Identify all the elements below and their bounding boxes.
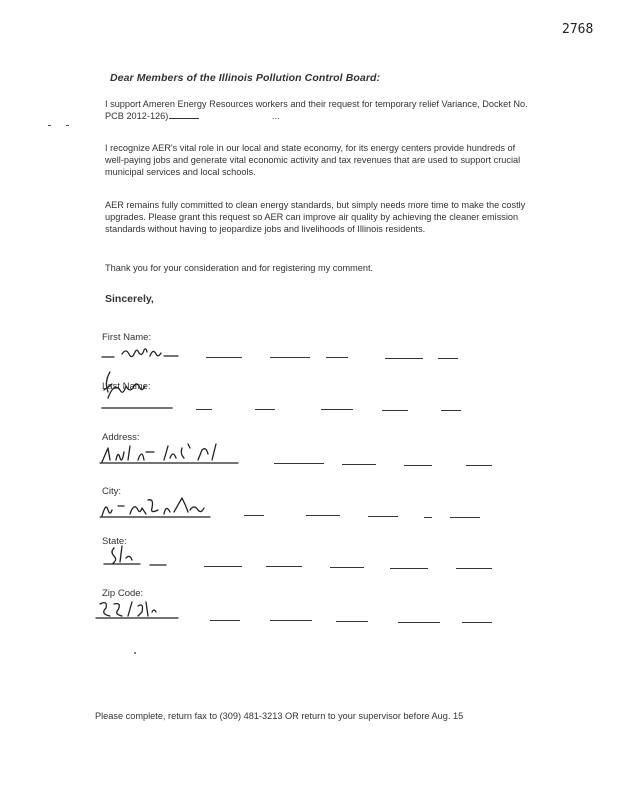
- paragraph-support-tail: ...: [271, 111, 280, 122]
- city-line-5: [450, 517, 480, 518]
- state-label: State:: [102, 536, 127, 547]
- last-name-line-1: [196, 409, 212, 410]
- paragraph-thanks: Thank you for your consideration and for registering my comment.: [105, 263, 374, 273]
- paragraph-support-text: I support Ameren Energy Resources workers and their request for temporary relief Variance, Docket No. PCB 2012-126): [105, 99, 528, 122]
- zip-code-line-2: [270, 620, 312, 621]
- last-name-line-5: [441, 410, 461, 411]
- city-handwriting: [98, 492, 218, 520]
- page-number: 2768: [562, 22, 594, 37]
- first-name-label: First Name:: [102, 332, 152, 343]
- margin-tick-left: [48, 125, 51, 126]
- state-line-1: [204, 566, 242, 567]
- city-line-3: [368, 516, 398, 517]
- salutation: Dear Members of the Illinois Pollution Control Board:: [110, 72, 381, 84]
- state-line-4: [390, 568, 428, 569]
- last-name-line-2: [255, 409, 275, 410]
- city-line-2: [306, 515, 340, 516]
- state-line-5: [456, 568, 492, 569]
- closing: Sincerely,: [105, 293, 154, 305]
- first-name-line-2: [270, 357, 310, 358]
- state-line-3: [330, 567, 364, 568]
- address-line-2: [342, 464, 376, 465]
- paragraph-commitment: AER remains fully committed to clean energy standards, but simply needs more time to make the costly upgrades. Please grant this request so AER can improve air quality by achieving the cleaner emission standards without having to jeopardize jobs and livelihoods of Illinois residents.: [105, 200, 526, 235]
- zip-code-label: Zip Code:: [102, 588, 144, 599]
- zip-code-line-4: [398, 622, 440, 623]
- paragraph-recognize: I recognize AER's vital role in our local and state economy, for its energy centers provide hundreds of well-paying jobs and generate vital economic activity and tax revenues that are used to support crucial municipal services and local schools.: [105, 143, 521, 178]
- last-name-line-3: [321, 409, 353, 410]
- address-line-1: [274, 463, 324, 464]
- last-name-handwriting: [98, 368, 178, 412]
- first-name-handwriting: [100, 344, 180, 360]
- zip-code-handwriting: [94, 596, 184, 622]
- stray-mark: [134, 652, 136, 654]
- last-name-line-4: [382, 410, 408, 411]
- first-name-line-1: [206, 357, 242, 358]
- state-handwriting: [100, 542, 170, 568]
- first-name-line-5: [438, 358, 458, 359]
- last-name-label: Last Name:: [102, 381, 151, 392]
- city-line-1: [244, 515, 264, 516]
- first-name-line-4: [385, 358, 423, 359]
- state-line-2: [266, 566, 302, 567]
- first-name-line-3: [326, 357, 348, 358]
- margin-tick-left-2: [66, 125, 69, 126]
- zip-code-line-3: [336, 621, 368, 622]
- zip-code-line-1: [210, 620, 240, 621]
- blank-line: [169, 110, 199, 119]
- address-line-4: [466, 465, 492, 466]
- footer-instructions: Please complete, return fax to (309) 481-3213 OR return to your supervisor before Aug. 15: [95, 711, 464, 721]
- city-line-4: [424, 517, 432, 518]
- address-line-3: [404, 465, 432, 466]
- address-handwriting: [98, 440, 243, 466]
- paragraph-support: [105, 98, 535, 122]
- city-label: City:: [102, 486, 121, 497]
- zip-code-line-5: [462, 622, 492, 623]
- address-label: Address:: [102, 432, 140, 443]
